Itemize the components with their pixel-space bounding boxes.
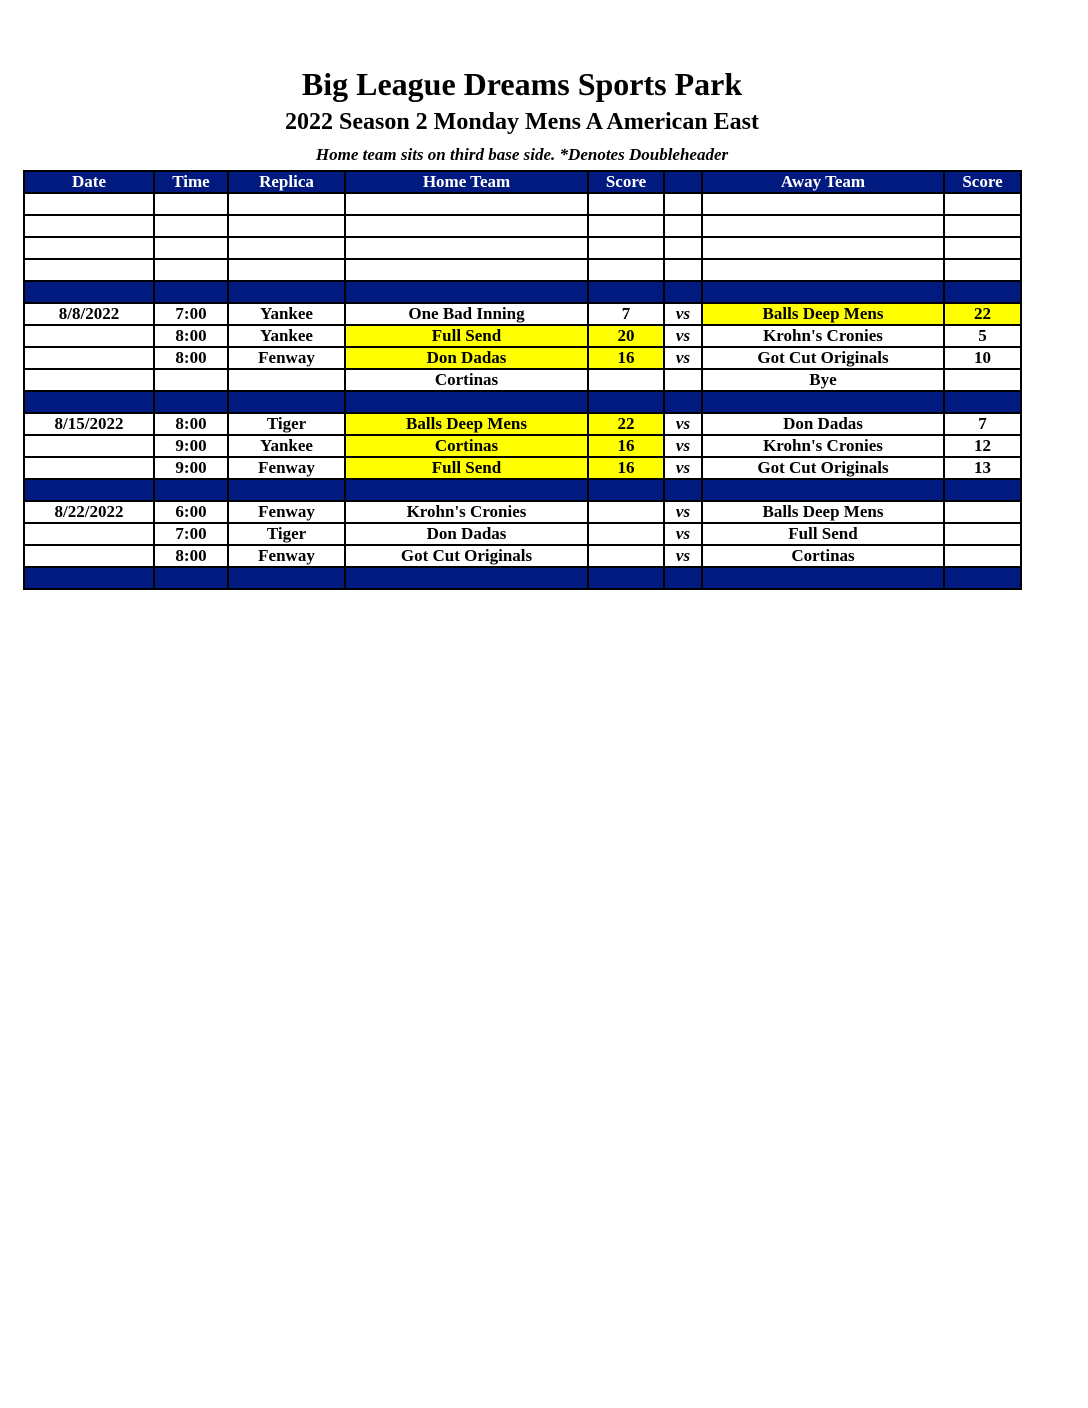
away-team-cell: Got Cut Originals xyxy=(702,347,944,369)
week-separator-row xyxy=(24,281,1021,303)
vs-cell: vs xyxy=(664,523,702,545)
away-team-cell xyxy=(702,237,944,259)
col-header-replica: Replica xyxy=(228,171,345,193)
home-team-cell: Got Cut Originals xyxy=(345,545,588,567)
col-header-date: Date xyxy=(24,171,154,193)
home-score-cell xyxy=(588,369,664,391)
home-score-cell xyxy=(588,259,664,281)
vs-cell: vs xyxy=(664,435,702,457)
schedule-body xyxy=(24,193,1021,589)
away-team-cell xyxy=(702,193,944,215)
home-team-cell xyxy=(345,193,588,215)
time-cell: 9:00 xyxy=(154,435,228,457)
date-cell: 8/22/2022 xyxy=(24,501,154,523)
week-separator-row xyxy=(24,479,1021,501)
date-cell xyxy=(24,237,154,259)
away-team-cell: Krohn's Cronies xyxy=(702,325,944,347)
home-score-cell xyxy=(588,545,664,567)
time-cell: 9:00 xyxy=(154,457,228,479)
away-score-cell xyxy=(944,369,1021,391)
away-score-cell xyxy=(944,567,1021,589)
away-score-cell: 7 xyxy=(944,413,1021,435)
vs-cell xyxy=(664,215,702,237)
time-cell xyxy=(154,567,228,589)
col-header-home-team: Home Team xyxy=(345,171,588,193)
home-score-cell xyxy=(588,523,664,545)
vs-cell xyxy=(664,567,702,589)
blank-row xyxy=(24,259,1021,281)
replica-cell: Tiger xyxy=(228,413,345,435)
home-score-cell: 22 xyxy=(588,413,664,435)
date-cell xyxy=(24,369,154,391)
replica-cell: Fenway xyxy=(228,545,345,567)
schedule-note: Home team sits on third base side. *Denotes Doubleheader xyxy=(315,145,729,164)
time-cell xyxy=(154,479,228,501)
game-row xyxy=(24,369,1021,391)
home-team-cell: Full Send xyxy=(345,325,588,347)
home-score-cell xyxy=(588,479,664,501)
time-cell xyxy=(154,259,228,281)
replica-cell xyxy=(228,215,345,237)
game-row xyxy=(24,325,1021,347)
home-score-cell xyxy=(588,391,664,413)
away-team-cell: Balls Deep Mens xyxy=(702,303,944,325)
vs-cell: vs xyxy=(664,303,702,325)
home-team-cell xyxy=(345,237,588,259)
vs-cell xyxy=(664,259,702,281)
away-score-cell: 5 xyxy=(944,325,1021,347)
page-subtitle: 2022 Season 2 Monday Mens A American East xyxy=(284,109,760,135)
away-score-cell xyxy=(944,237,1021,259)
away-team-cell: Full Send xyxy=(702,523,944,545)
home-team-cell xyxy=(345,391,588,413)
replica-cell xyxy=(228,391,345,413)
home-score-cell xyxy=(588,193,664,215)
home-score-cell: 16 xyxy=(588,435,664,457)
away-score-cell xyxy=(944,193,1021,215)
time-cell xyxy=(154,215,228,237)
vs-cell xyxy=(664,281,702,303)
game-row xyxy=(24,347,1021,369)
game-row xyxy=(24,303,1021,325)
date-cell xyxy=(24,545,154,567)
away-score-cell: 22 xyxy=(944,303,1021,325)
game-row xyxy=(24,501,1021,523)
game-row xyxy=(24,413,1021,435)
away-score-cell xyxy=(944,391,1021,413)
home-score-cell xyxy=(588,501,664,523)
game-row xyxy=(24,523,1021,545)
away-score-cell xyxy=(944,545,1021,567)
blank-row xyxy=(24,215,1021,237)
time-cell xyxy=(154,281,228,303)
header-row xyxy=(24,171,1021,193)
time-cell xyxy=(154,391,228,413)
time-cell: 8:00 xyxy=(154,347,228,369)
date-cell xyxy=(24,523,154,545)
date-cell: 8/8/2022 xyxy=(24,303,154,325)
away-score-cell: 10 xyxy=(944,347,1021,369)
date-cell xyxy=(24,259,154,281)
away-team-cell xyxy=(702,281,944,303)
schedule-table xyxy=(23,170,1022,590)
home-team-cell: Krohn's Cronies xyxy=(345,501,588,523)
replica-cell xyxy=(228,237,345,259)
game-row xyxy=(24,545,1021,567)
col-header-home-score: Score xyxy=(588,171,664,193)
away-score-cell: 13 xyxy=(944,457,1021,479)
home-team-cell xyxy=(345,479,588,501)
vs-cell: vs xyxy=(664,347,702,369)
vs-cell xyxy=(664,369,702,391)
date-cell xyxy=(24,567,154,589)
time-cell: 8:00 xyxy=(154,325,228,347)
home-team-cell: One Bad Inning xyxy=(345,303,588,325)
away-score-cell xyxy=(944,281,1021,303)
time-cell: 7:00 xyxy=(154,523,228,545)
time-cell xyxy=(154,193,228,215)
blank-row xyxy=(24,237,1021,259)
time-cell: 6:00 xyxy=(154,501,228,523)
home-team-cell xyxy=(345,567,588,589)
away-score-cell xyxy=(944,259,1021,281)
away-score-cell xyxy=(944,501,1021,523)
replica-cell: Yankee xyxy=(228,325,345,347)
away-team-cell: Krohn's Cronies xyxy=(702,435,944,457)
replica-cell xyxy=(228,479,345,501)
away-score-cell xyxy=(944,479,1021,501)
replica-cell xyxy=(228,193,345,215)
away-team-cell: Got Cut Originals xyxy=(702,457,944,479)
replica-cell xyxy=(228,567,345,589)
home-score-cell xyxy=(588,567,664,589)
away-score-cell xyxy=(944,523,1021,545)
vs-cell xyxy=(664,193,702,215)
away-team-cell xyxy=(702,259,944,281)
date-cell xyxy=(24,281,154,303)
away-team-cell xyxy=(702,479,944,501)
date-cell xyxy=(24,215,154,237)
col-header-away-score: Score xyxy=(944,171,1021,193)
home-score-cell xyxy=(588,281,664,303)
date-cell xyxy=(24,457,154,479)
time-cell: 8:00 xyxy=(154,545,228,567)
replica-cell: Fenway xyxy=(228,457,345,479)
away-team-cell: Balls Deep Mens xyxy=(702,501,944,523)
blank-row xyxy=(24,193,1021,215)
vs-cell xyxy=(664,237,702,259)
date-cell xyxy=(24,347,154,369)
vs-cell xyxy=(664,479,702,501)
time-cell xyxy=(154,237,228,259)
replica-cell: Tiger xyxy=(228,523,345,545)
home-score-cell xyxy=(588,237,664,259)
home-score-cell: 16 xyxy=(588,457,664,479)
away-team-cell: Don Dadas xyxy=(702,413,944,435)
home-team-cell xyxy=(345,281,588,303)
away-team-cell xyxy=(702,215,944,237)
home-score-cell xyxy=(588,215,664,237)
replica-cell xyxy=(228,281,345,303)
away-team-cell xyxy=(702,567,944,589)
time-cell: 8:00 xyxy=(154,413,228,435)
replica-cell xyxy=(228,369,345,391)
home-team-cell xyxy=(345,215,588,237)
away-score-cell: 12 xyxy=(944,435,1021,457)
game-row xyxy=(24,435,1021,457)
replica-cell: Fenway xyxy=(228,501,345,523)
replica-cell: Fenway xyxy=(228,347,345,369)
home-team-cell: Full Send xyxy=(345,457,588,479)
vs-cell: vs xyxy=(664,545,702,567)
vs-cell: vs xyxy=(664,501,702,523)
date-cell xyxy=(24,325,154,347)
home-team-cell: Don Dadas xyxy=(345,347,588,369)
week-separator-row xyxy=(24,567,1021,589)
vs-cell: vs xyxy=(664,325,702,347)
home-team-cell: Cortinas xyxy=(345,435,588,457)
home-score-cell: 7 xyxy=(588,303,664,325)
home-score-cell: 20 xyxy=(588,325,664,347)
page-title: Big League Dreams Sports Park xyxy=(301,66,743,102)
date-cell xyxy=(24,435,154,457)
col-header-time: Time xyxy=(154,171,228,193)
time-cell xyxy=(154,369,228,391)
col-header-vs xyxy=(664,171,702,193)
col-header-away-team: Away Team xyxy=(702,171,944,193)
date-cell xyxy=(24,479,154,501)
date-cell xyxy=(24,193,154,215)
vs-cell xyxy=(664,391,702,413)
home-team-cell: Don Dadas xyxy=(345,523,588,545)
home-team-cell: Cortinas xyxy=(345,369,588,391)
home-team-cell: Balls Deep Mens xyxy=(345,413,588,435)
home-score-cell: 16 xyxy=(588,347,664,369)
vs-cell: vs xyxy=(664,457,702,479)
vs-cell: vs xyxy=(664,413,702,435)
replica-cell: Yankee xyxy=(228,435,345,457)
date-cell xyxy=(24,391,154,413)
week-separator-row xyxy=(24,391,1021,413)
away-team-cell: Bye xyxy=(702,369,944,391)
time-cell: 7:00 xyxy=(154,303,228,325)
away-score-cell xyxy=(944,215,1021,237)
date-cell: 8/15/2022 xyxy=(24,413,154,435)
home-team-cell xyxy=(345,259,588,281)
away-team-cell xyxy=(702,391,944,413)
replica-cell: Yankee xyxy=(228,303,345,325)
replica-cell xyxy=(228,259,345,281)
away-team-cell: Cortinas xyxy=(702,545,944,567)
game-row xyxy=(24,457,1021,479)
